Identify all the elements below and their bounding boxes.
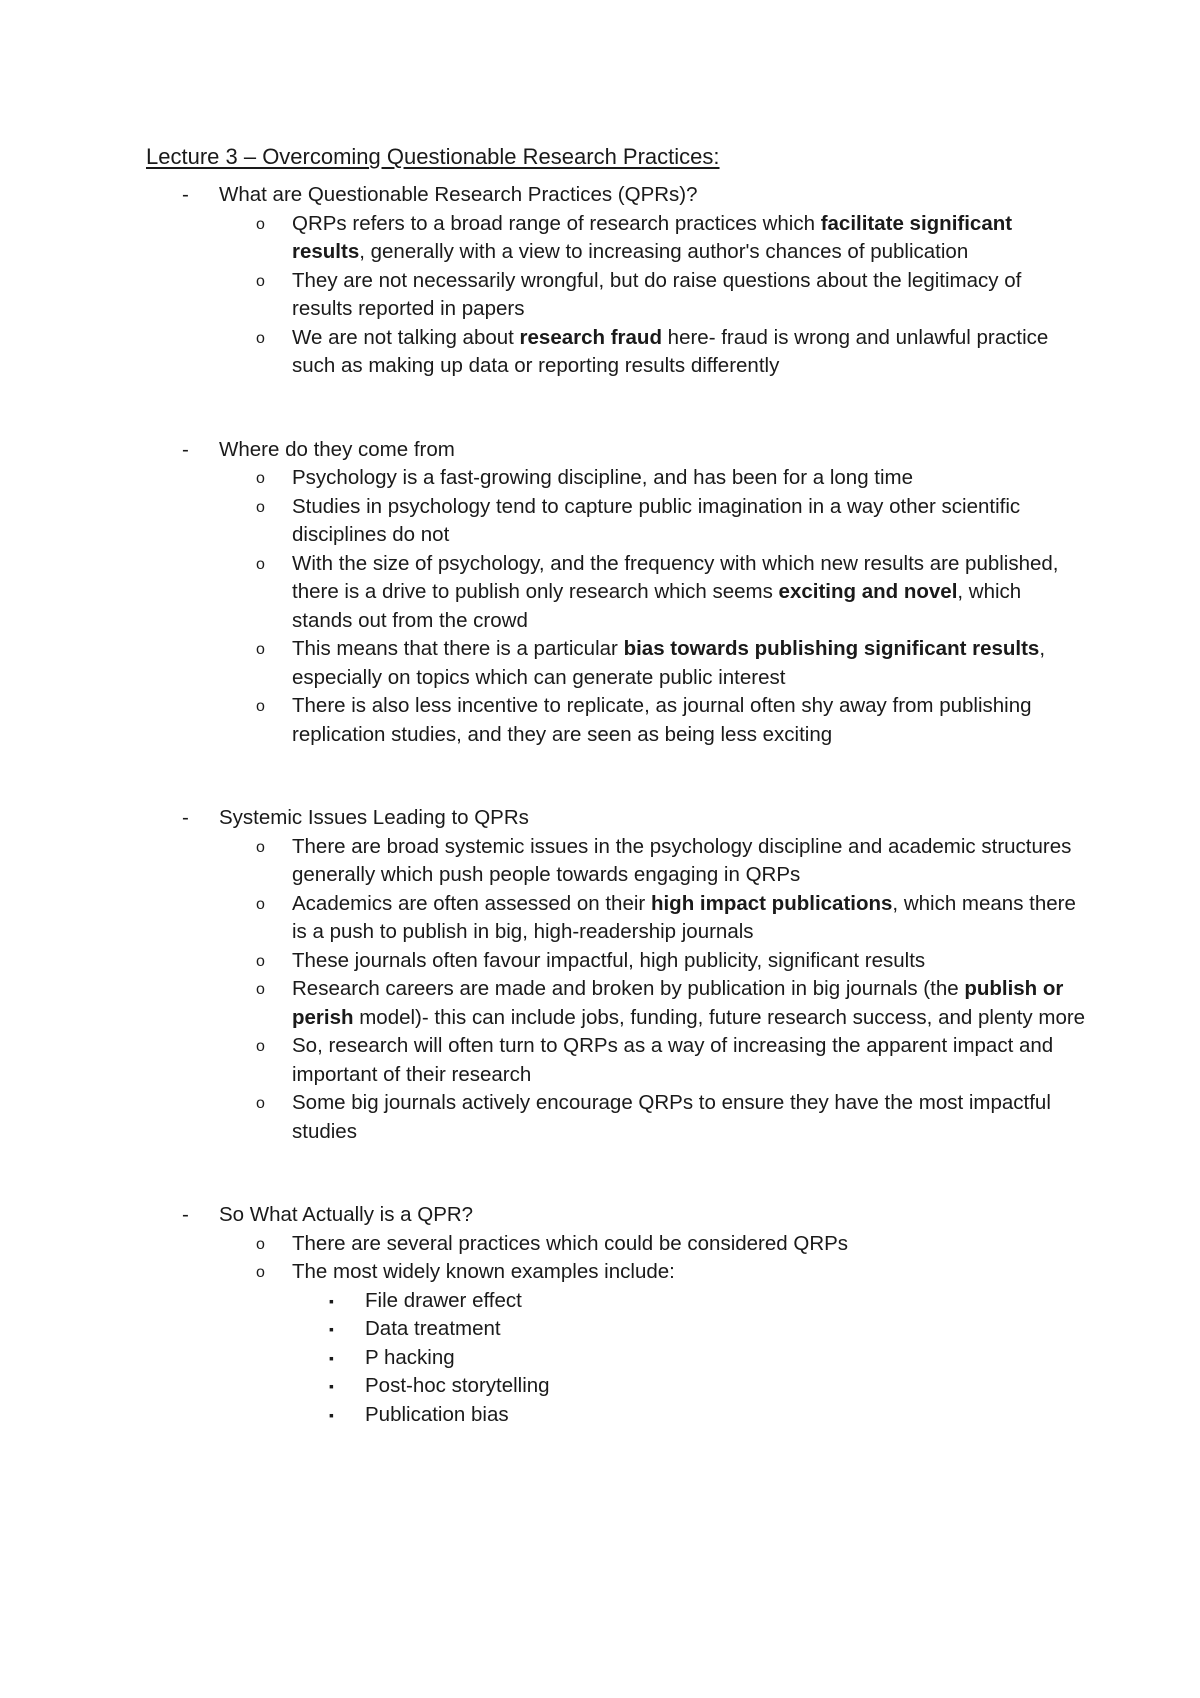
section-heading-text: Systemic Issues Leading to QPRs [219, 806, 529, 829]
square-bullet-marker: ▪ [329, 1292, 334, 1309]
circle-bullet-marker: o [256, 329, 265, 347]
bullet-item [146, 267, 1086, 324]
circle-bullet-marker: o [256, 272, 265, 290]
section-heading-text: What are Questionable Research Practices (QPRs)? [219, 183, 698, 206]
bold-text: publish or perish [292, 977, 1064, 1029]
document-title: Lecture 3 – Overcoming Questionable Research Practices: [146, 144, 720, 169]
bullet-item [146, 464, 1086, 493]
sub-bullet-text: Data treatment [365, 1317, 501, 1340]
square-bullet-marker: ▪ [329, 1321, 334, 1337]
bullet-text: QRPs refers to a broad range of research practices which [292, 211, 821, 235]
bullet-text: here- fraud is wrong and unlawful practice such as making up data or reporting results differently [292, 325, 1049, 377]
bold-text: high impact publications [650, 891, 893, 915]
sub-bullet-item [146, 1315, 1086, 1344]
bullet-item [146, 1089, 1086, 1146]
square-bullet-marker: ▪ [329, 1378, 334, 1394]
document-page [146, 141, 1086, 1484]
circle-bullet-marker: o [256, 1264, 265, 1281]
sub-bullet-text: Post-hoc storytelling [365, 1374, 550, 1397]
bullet-text: There are broad systemic issues in the psychology discipline and academic structures generally which push people towards engaging in QRPs [292, 834, 1072, 886]
bullet-text: Some big journals actively encourage QRPs to ensure they have the most impactful studies [292, 1091, 1051, 1143]
sub-bullet-item [146, 1287, 1086, 1316]
dash-marker: - [182, 183, 189, 206]
bullet-text: So, research will often turn to QRPs as a way of increasing the apparent impact and important of their research [292, 1034, 1054, 1086]
document-body [146, 181, 1086, 1429]
bullet-text: model)- this can include jobs, funding, future research success, and plenty more [353, 1005, 1086, 1029]
bullet-text: They are not necessarily wrongful, but do raise questions about the legitimacy of results reported in papers [292, 268, 1022, 320]
section-heading-text: So What Actually is a QPR? [219, 1203, 474, 1226]
bold-text: facilitate significant results [292, 211, 1013, 263]
section [146, 804, 1086, 1146]
sub-bullet-text: Publication bias [365, 1402, 509, 1426]
section [146, 436, 1086, 750]
bullet-text: This means that there is a particular [292, 637, 624, 660]
circle-bullet-marker: o [256, 555, 265, 573]
bullet-item [146, 210, 1086, 267]
bullet-item [146, 692, 1086, 749]
bullet-text: There is also less incentive to replicate, as journal often shy away from publishing replication studies, and they are seen as being less exciting [292, 694, 1032, 746]
sub-bullet-item [146, 1372, 1086, 1401]
square-bullet-marker: ▪ [329, 1406, 334, 1423]
square-bullet-marker: ▪ [329, 1349, 334, 1366]
circle-bullet-marker: o [256, 952, 265, 970]
circle-bullet-marker: o [256, 1038, 265, 1055]
dash-marker: - [182, 437, 189, 461]
bullet-item [146, 947, 1086, 976]
section-heading [146, 1201, 1086, 1230]
circle-bullet-marker: o [256, 1235, 265, 1253]
bullet-text: We are not talking about [292, 325, 520, 349]
sub-bullet-item [146, 1344, 1086, 1373]
bullet-text: Psychology is a fast-growing discipline, and has been for a long time [292, 466, 914, 489]
section [146, 1201, 1086, 1429]
section-heading-text: Where do they come from [219, 437, 455, 461]
circle-bullet-marker: o [256, 1095, 265, 1112]
bullet-text: , which means there is a push to publish in big, high-readership journals [292, 891, 1076, 943]
bullet-item [146, 635, 1086, 692]
bullet-text: With the size of psychology, and the frequency with which new results are published, there is a drive to publish only research which seems [292, 551, 1059, 603]
bold-text: bias towards publishing significant results [623, 637, 1040, 660]
bullet-item [146, 550, 1086, 636]
circle-bullet-marker: o [256, 498, 265, 516]
bullet-item [146, 833, 1086, 890]
bold-text: research fraud [519, 325, 662, 349]
bullet-item [146, 1032, 1086, 1089]
bold-text: exciting and novel [778, 580, 958, 603]
circle-bullet-marker: o [256, 641, 265, 658]
sub-bullet-item [146, 1401, 1086, 1430]
bullet-text: There are several practices which could be considered QRPs [292, 1231, 849, 1255]
dash-marker: - [182, 806, 189, 829]
circle-bullet-marker: o [256, 895, 265, 913]
bullet-item [146, 324, 1086, 381]
bullet-text: , especially on topics which can generate public interest [292, 637, 1046, 689]
bullet-text: Studies in psychology tend to capture public imagination in a way other scientific disciplines do not [292, 494, 1021, 546]
bullet-text: These journals often favour impactful, high publicity, significant results [292, 948, 926, 972]
section-heading [146, 181, 1086, 210]
bullet-item [146, 493, 1086, 550]
circle-bullet-marker: o [256, 981, 265, 998]
bullet-text: Academics are often assessed on their [292, 891, 651, 915]
bullet-text: Research careers are made and broken by publication in big journals (the [292, 977, 965, 1000]
bullet-item [146, 890, 1086, 947]
circle-bullet-marker: o [256, 470, 265, 487]
sub-bullet-text: P hacking [365, 1345, 455, 1369]
section-heading [146, 436, 1086, 465]
section-heading [146, 804, 1086, 833]
sub-bullet-text: File drawer effect [365, 1288, 522, 1312]
circle-bullet-marker: o [256, 215, 265, 233]
bullet-item [146, 975, 1086, 1032]
dash-marker: - [182, 1203, 189, 1226]
bullet-text: , which stands out from the crowd [292, 580, 1022, 632]
bullet-item [146, 1230, 1086, 1259]
bullet-text: The most widely known examples include: [292, 1260, 675, 1283]
section [146, 181, 1086, 381]
circle-bullet-marker: o [256, 698, 265, 715]
bullet-text: , generally with a view to increasing author's chances of publication [359, 240, 969, 263]
circle-bullet-marker: o [256, 838, 265, 856]
bullet-item [146, 1258, 1086, 1287]
